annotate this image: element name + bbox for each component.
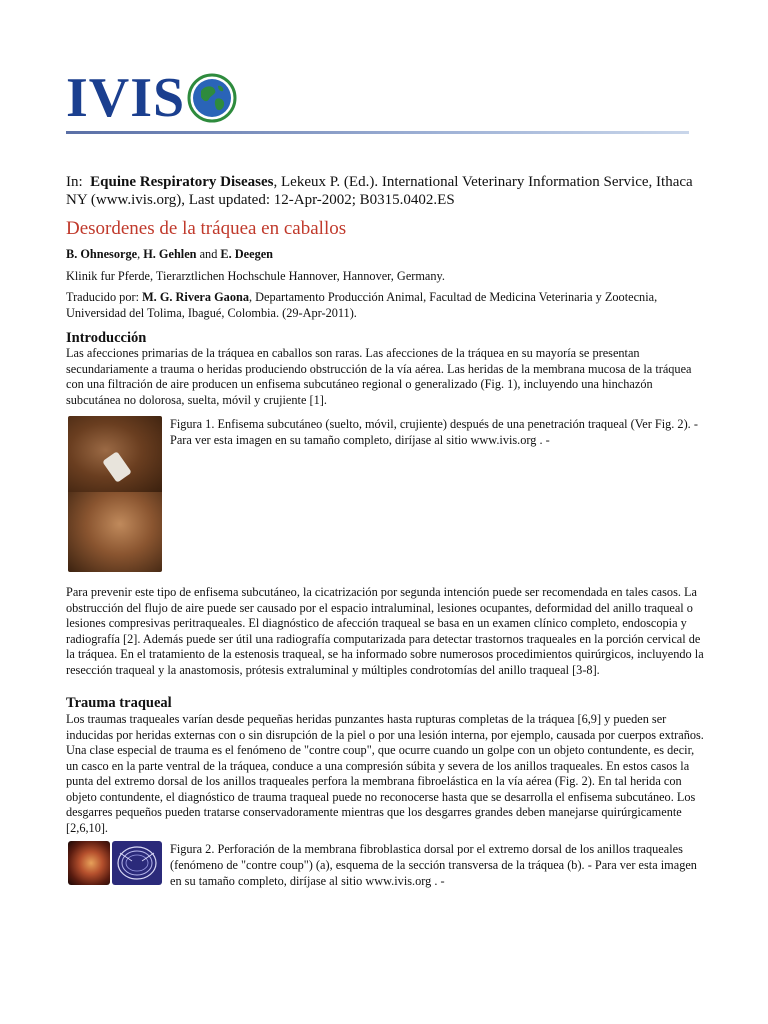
header-divider: [66, 131, 689, 134]
intro-paragraph-1: Las afecciones primarias de la tráquea en caballos son raras. Las afecciones de la tráquea en su mayoría se presentan secundariamente a trauma o heridas produciendo obstrucción de la vía aérea. Las heridas de la membrana mucosa de la tráquea con una filtración de aire producen un enfisema subcutáneo regional o generalizado (Fig. 1), incluyendo una hinchazón subcutánea no dolorosa, suelta, móvil y crujiente [1].: [66, 346, 692, 407]
figure-1-photo-b: [68, 492, 162, 572]
source-prefix: In:: [66, 174, 83, 190]
figure-2a-image[interactable]: [68, 841, 110, 885]
source-details: , Lekeux P. (Ed.). International Veterinary Information Service, Ithaca NY (www.ivis.org), Last updated: 12-Apr-2002; B0315.0402.ES: [66, 174, 693, 208]
ivis-logo[interactable]: [66, 66, 237, 130]
trauma-paragraph-1: Los traumas traqueales varían desde pequeñas heridas punzantes hasta rupturas completas de la tráquea [6,9] y pueden ser inducidas por heridas externas con o sin disrupción de la piel o por una lesión interna, por ejemplo, causada por cuerpos extraños. Una clase especial de trauma es el fenómeno de "contre coup", que ocurre cuando un golpe con un objeto contundente, es decir, un casco en la parte ventral de la tráquea, conduce a una compresión súbita y severa de los anillos traqueales. En estos casos la punta del extremo dorsal de los anillos traqueales perfora la membrana fibroelástica en la vía aérea (Fig. 2). En tal herida con objeto contundente, el diagnóstico de trauma traqueal puede no reconocerse hasta que se desarrolla el enfisema subcutáneo. Los desgarres pequeños pueden tratarse conservadoramente mientras que los desgarres grandes deben manejarse quirúrgicamente [2,6,10].: [66, 712, 704, 835]
author-and: and: [196, 247, 221, 261]
translation-details: , Departamento Producción Animal, Facultad de Medicina Veterinaria y Zootecnia, Universidad del Tolima, Ibagué, Colombia. (29-Apr-2011).: [66, 290, 658, 320]
author-separator: ,: [137, 247, 144, 261]
figure-2-caption: Figura 2. Perforación de la membrana fibroblastica dorsal por el extremo dorsal de los anillos traqueales (fenómeno de "contre coup") (a), esquema de la sección transversa de la tráquea (b). - Para ver esta imagen en su tamaño completo, diríjase al sitio www.ivis.org . -: [170, 842, 697, 888]
translation-credit: [66, 289, 706, 321]
translation-prefix: Traducido por:: [66, 290, 143, 304]
affiliation: Klinik fur Pferde, Tierarztlichen Hochschule Hannover, Hannover, Germany.: [66, 269, 445, 283]
author-3: E. Deegen: [220, 247, 274, 261]
source-citation: [66, 173, 696, 209]
figure-1-image[interactable]: [68, 416, 162, 572]
figure-2b-image[interactable]: [112, 841, 162, 885]
figure-1-photo-a: [68, 416, 162, 492]
globe-icon: [187, 73, 237, 123]
translator-name: M. G. Rivera Gaona: [142, 290, 249, 304]
article-title: Desordenes de la tráquea en caballos: [66, 218, 347, 239]
section-heading-trauma: Trauma traqueal: [66, 695, 172, 711]
section-heading-intro: Introducción: [66, 330, 147, 346]
figure-1-caption: Figura 1. Enfisema subcutáneo (suelto, móvil, crujiente) después de una penetración traqueal (Ver Fig. 2). - Para ver esta imagen en su tamaño completo, diríjase al sitio www.ivis.org . -: [170, 417, 698, 447]
intro-paragraph-2: Para prevenir este tipo de enfisema subcutáneo, la cicatrización por segunda intención puede ser recomendada en tales casos. La obstrucción del flujo de aire puede ser causado por el espacio intraluminal, lesiones ocupantes, deformidad del anillo traqueal o lesiones compresivas peritraqueales. El diagnóstico de afección traqueal se basa en un examen clínico completo, endoscopia y radiografía [2]. Además puede ser útil una radiografía computarizada para detectar trastornos traqueales en la porción cervical de la tráquea. En el tratamiento de la estenosis traqueal, se ha informado sobre numerosos procedimientos quirúrgicos, incluyendo la resección traqueal y la anastomosis, prótesis extraluminal y múltiples condrotomías del anillo traqueal [3-8].: [66, 585, 704, 677]
book-title: Equine Respiratory Diseases: [90, 174, 274, 190]
author-1: B. Ohnesorge: [66, 247, 138, 261]
author-2: H. Gehlen: [143, 247, 197, 261]
trachea-cross-section-icon: [112, 841, 162, 885]
authors: [66, 247, 273, 262]
logo-text: IVIS: [66, 67, 186, 129]
